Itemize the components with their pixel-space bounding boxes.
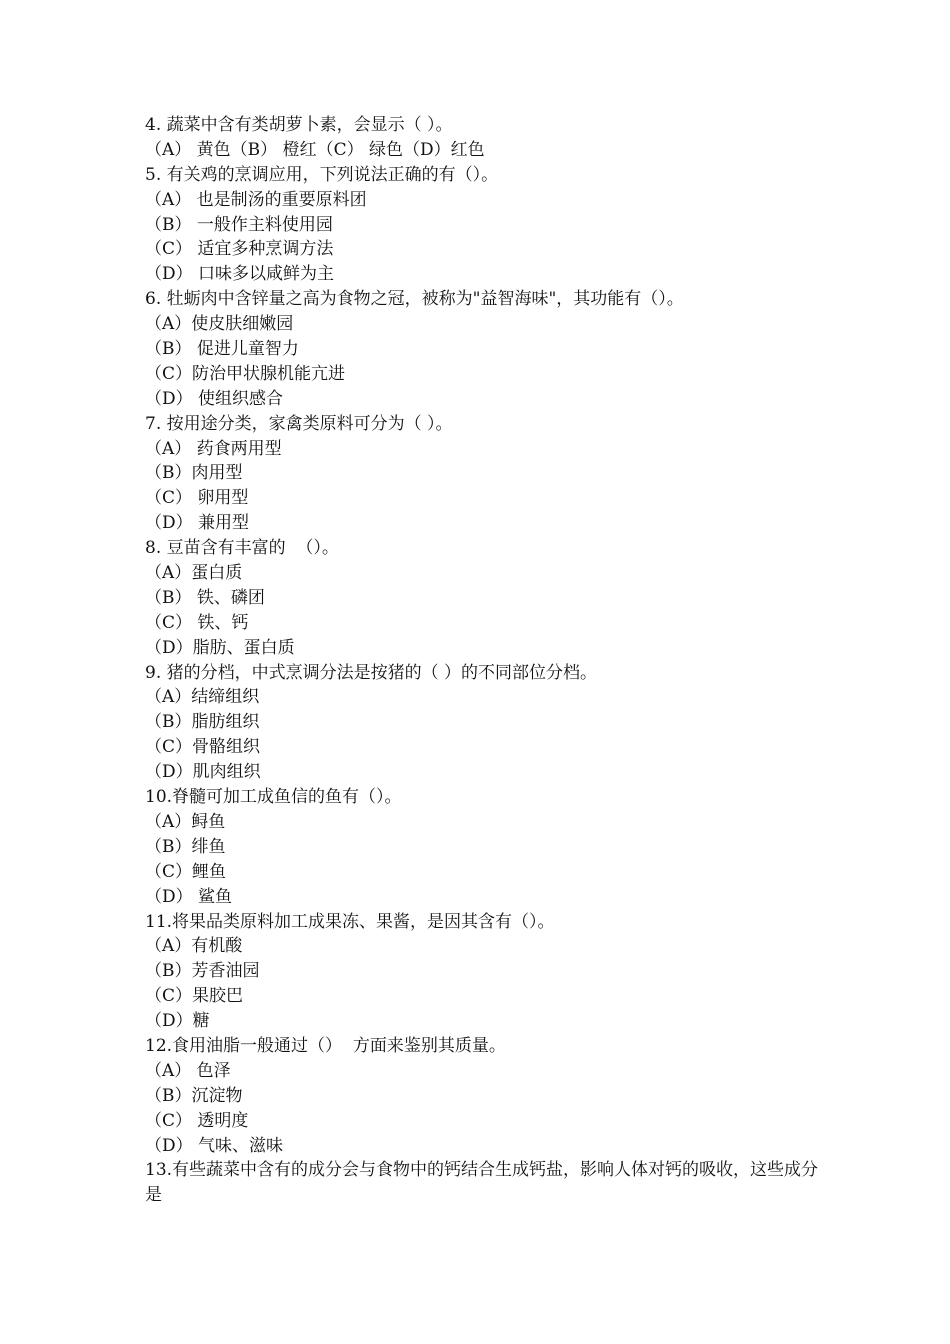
option-line: （D）糖 [145, 1011, 210, 1032]
option-line: （D） 气味、滋味 [145, 1135, 284, 1156]
option-line: （D）肌肉组织 [145, 762, 261, 783]
option-line: （A） 药食两用型 [145, 438, 282, 459]
option-line: （C）鲤鱼 [145, 861, 227, 882]
option-line: （A）鲟鱼 [145, 811, 226, 832]
option-line: （A） 色泽 [145, 1060, 231, 1081]
option-line: （B）芳香油园 [145, 961, 260, 982]
option-line: （B）脂肪组织 [145, 712, 260, 733]
option-line: （D） 兼用型 [145, 513, 250, 534]
option-line: （B）肉用型 [145, 463, 243, 484]
option-line: （C）防治甲状腺机能亢进 [145, 363, 346, 384]
question-6: 6. 牡蛎肉中含锌量之高为食物之冠，被称为"益智海味"，其功能有（）。 [145, 289, 684, 310]
option-line: （C）果胶巴 [145, 986, 244, 1007]
question-11: 11.将果品类原料加工成果冻、果酱，是因其含有（）。 [145, 911, 555, 932]
option-line: （B）沉淀物 [145, 1085, 243, 1106]
option-line: （D） 使组织感合 [145, 388, 284, 409]
option-line: （B） 促进儿童智力 [145, 339, 299, 360]
question-12: 12.食用油脂一般通过（） 方面来鉴别其质量。 [145, 1035, 506, 1056]
option-line: （C） 卵用型 [145, 488, 249, 509]
option-line: （C） 铁、钙 [145, 612, 249, 633]
option-line: （A）蛋白质 [145, 563, 243, 584]
option-line: （A）有机酸 [145, 936, 243, 957]
option-line: （B） 一般作主料使用园 [145, 214, 333, 235]
option-line: （D）脂肪、蛋白质 [145, 637, 295, 658]
question-8: 8. 豆苗含有丰富的 （）。 [145, 538, 339, 559]
option-line: （C）骨骼组织 [145, 737, 261, 758]
question-7: 7. 按用途分类，家禽类原料可分为（ ）。 [145, 413, 453, 434]
option-line: （B） 铁、磷团 [145, 587, 265, 608]
option-line: （D） 鲨鱼 [145, 886, 233, 907]
option-line: （A）使皮肤细嫩园 [145, 314, 294, 335]
question-10: 10.脊髓可加工成鱼信的鱼有（）。 [145, 787, 402, 808]
option-line: （C） 适宜多种烹调方法 [145, 239, 334, 260]
question-4-options: （A） 黄色（B） 橙红（C） 绿色（D）红色 [145, 139, 485, 160]
option-line: （A）结缔组织 [145, 687, 260, 708]
option-line: （D） 口味多以咸鲜为主 [145, 264, 335, 285]
option-line: （C） 透明度 [145, 1110, 249, 1131]
question-list [145, 113, 825, 1208]
question-9: 9. 猪的分档，中式烹调分法是按猪的（ ）的不同部位分档。 [145, 662, 598, 683]
question-4: 4. 蔬菜中含有类胡萝卜素，会显示（ ）。 [145, 115, 453, 135]
option-line: （A） 也是制汤的重要原料团 [145, 189, 367, 210]
question-13: 13.有些蔬菜中含有的成分会与食物中的钙结合生成钙盐，影响人体对钙的吸收，这些成分是 [145, 1160, 819, 1206]
question-5: 5. 有关鸡的烹调应用，下列说法正确的有（）。 [145, 164, 499, 185]
option-line: （B）绯鱼 [145, 836, 226, 857]
